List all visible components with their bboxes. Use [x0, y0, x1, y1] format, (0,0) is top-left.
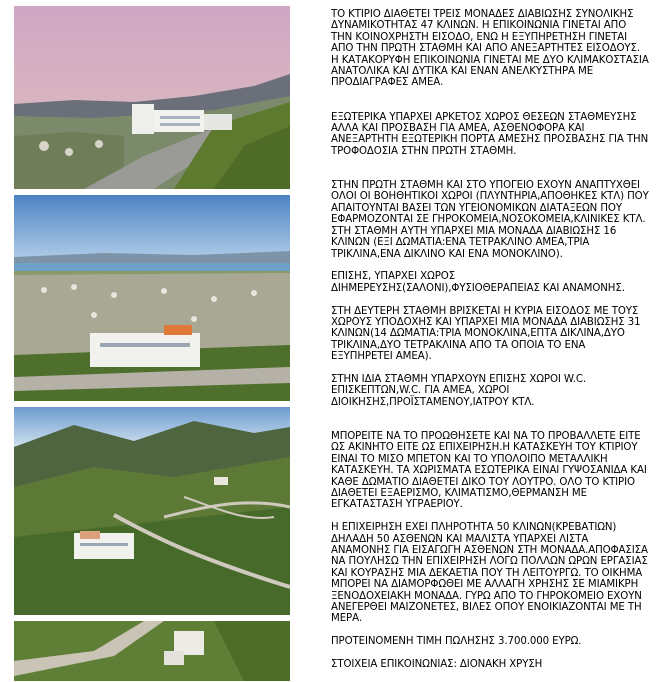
- paragraph-lounge: ΕΠΙΣΗΣ, ΥΠΑΡΧΕΙ ΧΩΡΟΣ ΔΙΗΜΕΡΕΥΣΗΣ(ΣΑΛΟΝΙ),ΦΥΣΙΟΘΕΡΑΠΕΙΑΣ ΚΑΙ ΑΝΑΜΟΝΗΣ.: [331, 271, 625, 294]
- paragraph-business: Η ΕΠΙΧΕΙΡΗΣΗ ΕΧΕΙ ΠΛΗΡΟΤΗΤΑ 50 ΚΛΙΝΩΝ(ΚΡΕΒΑΤΙΩΝ) ΔΗΛΑΔΗ 50 ΑΣΘΕΝΩΝ ΚΑΙ ΜΑΛΙΣΤΑ ΥΠΑΡΧΕΙ ΛΙΣΤΑ ΑΝΑΜΟΝΗΣ ΓΙΑ ΕΙΣΑΓΩΓΗ ΑΣΘΕΝΩΝ ΣΤΗ ΜΟΝΑΔΑ.ΑΠΟΦΑΣΙΣΑ ΝΑ ΠΟΥΛΗΣΩ ΤΗΝ ΕΠΙΧΕΙΡΗΣΗ ΛΟΓΩ ΠΟΛΛΩΝ ΩΡΩΝ ΕΡΓΑΣΙΑΣ ΚΑΙ ΚΟΥΡΑΣΗΣ ΜΙΑ ΔΕΚΑΕΤΙΑ ΠΟΥ ΤΗ ΛΕΙΤΟΥΡΓΩ. ΤΟ ΟΙΚΗΜΑ ΜΠΟΡΕΙ ΝΑ ΔΙΑΜΟΡΦΩΘΕΙ ΜΕ ΑΛΛΑΓΗ ΧΡΗΣΗΣ ΣΕ ΜΙΑΜΙΚΡΗ ΞΕΝΟΔΟΧΕΙΑΚΗ ΜΟΝΑΔΑ. ΓΥΡΩ ΑΠΟ ΤΟ ΓΗΡΟΚΟΜΕΙΟ ΕΧΟΥΝ ΑΝΕΓΕΡΘΕΙ ΜΑΙΖΟΝΕΤΕΣ, ΒΙΛΕΣ ΟΠΟΥ ΕΝΟΙΚΙΑΖΟΝΤΑΙ ΜΕ ΤΗ ΜΕΡΑ.: [331, 522, 648, 625]
- paragraph-overview: ΤΟ ΚΤΙΡΙΟ ΔΙΑΘΕΤΕΙ ΤΡΕΙΣ ΜΟΝΑΔΕΣ ΔΙΑΒΙΩΣΗΣ ΣΥΝΟΛΙΚΗΣ ΔΥΝΑΜΙΚΟΤΗΤΑΣ 47 ΚΛΙΝΩΝ. Η ΕΠΙΚΟΙΝΩΝΙΑ ΓΙΝΕΤΑΙ ΑΠΟ ΤΗΝ ΚΟΙΝΟΧΡΗΣΤΗ ΕΙΣΟΔΟ, ΕΝΩ Η ΕΞΥΠΗΡΕΤΗΣΗ ΓΙΝΕΤΑΙ ΑΠΟ ΤΗΝ ΠΡΩΤΗ ΣΤΑΘΜΗ ΚΑΙ ΑΠΟ ΑΝΕΞΑΡΤΗΤΕΣ ΕΙΣΟΔΟΥΣ. Η ΚΑΤΑΚΟΡΥΦΗ ΕΠΙΚΟΙΝΩΝΙΑ ΓΙΝΕΤΑΙ ΜΕ ΔΥΟ ΚΛΙΜΑΚΟΣΤΑΣΙΑ ΑΝΑΤΟΛΙΚΑ ΚΑΙ ΔΥΤΙΚΑ ΚΑΙ ΕΝΑΝ ΑΝΕΛΚΥΣΤΗΡΑ ΜΕ ΠΡΟΔΙΑΓΡΑΦΕΣ ΑΜΕΑ.: [331, 9, 649, 89]
- photo-rooftop-view: [14, 621, 290, 681]
- paragraph-first-level: ΣΤΗΝ ΠΡΩΤΗ ΣΤΑΘΜΗ ΚΑΙ ΣΤΟ ΥΠΟΓΕΙΟ ΕΧΟΥΝ ΑΝΑΠΤΥΧΘΕΙ ΟΛΟΙ ΟΙ ΒΟΗΘΗΤΙΚΟΙ ΧΩΡΟΙ (ΠΛΥΝΤΗΡΙΑ,ΑΠΟΘΗΚΕΣ ΚΤΛ) ΠΟΥ ΑΠΑΙΤΟΥΝΤΑΙ ΒΑΣΕΙ ΤΩΝ ΥΓΕΙΟΝΟΜΙΚΩΝ ΔΙΑΤΑΞΕΩΝ ΠΟΥ ΕΦΑΡΜΟΖΟΝΤΑΙ ΣΕ ΓΗΡΟΚΟΜΕΙΑ,ΝΟΣΟΚΟΜΕΙΑ,ΚΛΙΝΙΚΕΣ ΚΤΛ. ΣΤΗ ΣΤΑΘΜΗ ΑΥΤΗ ΥΠΑΡΧΕΙ ΜΙΑ ΜΟΝΑΔΑ ΔΙΑΒΙΩΣΗΣ 16 ΚΛΙΝΩΝ (ΕΞΙ ΔΩΜΑΤΙΑ:ΕΝΑ ΤΕΤΡΑΚΛΙΝΟ ΑΜΕΑ,ΤΡΙΑ ΤΡΙΚΛΙΝΑ,ΕΝΑ ΔΙΚΛΙΝΟ ΚΑΙ ΕΝΑ ΜΟΝΟΚΛΙΝΟ).: [331, 180, 649, 260]
- description-column: [331, 9, 649, 682]
- paragraph-exterior: ΕΞΩΤΕΡΙΚΑ ΥΠΑΡΧΕΙ ΑΡΚΕΤΟΣ ΧΩΡΟΣ ΘΕΣΕΩΝ ΣΤΑΘΜΕΥΣΗΣ ΑΛΛΑ ΚΑΙ ΠΡΟΣΒΑΣΗ ΓΙΑ ΑΜΕΑ, ΑΣΘΕΝΟΦΟΡΑ ΚΑΙ ΑΝΕΞΑΡΤΗΤΗ ΕΞΩΤΕΡΙΚΗ ΠΟΡΤΑ ΑΜΕΣΗΣ ΠΡΟΣΒΑΣΗΣ ΓΙΑ ΤΗΝ ΤΡΟΦΟΔΟΣΙΑ ΣΤΗΝ ΠΡΩΤΗ ΣΤΑΘΜΗ.: [331, 111, 649, 157]
- paragraph-price: ΠΡΟΤΕΙΝΟΜΕΝΗ ΤΙΜΗ ΠΩΛΗΣΗΣ 3.700.000 ΕΥΡΩ.: [331, 636, 582, 648]
- photo-building-dusk: [14, 6, 290, 189]
- paragraph-second-level: ΣΤΗ ΔΕΥΤΕΡΗ ΣΤΑΘΜΗ ΒΡΙΣΚΕΤΑΙ Η ΚΥΡΙΑ ΕΙΣΟΔΟΣ ΜΕ ΤΟΥΣ ΧΩΡΟΥΣ ΥΠΟΔΟΧΗΣ ΚΑΙ ΥΠΑΡΧΕΙ ΜΙΑ ΜΟΝΑΔΑ ΔΙΑΒΙΩΣΗΣ 31 ΚΛΙΝΩΝ(14 ΔΩΜΑΤΙΑ:ΤΡΙΑ ΜΟΝΟΚΛΙΝΑ,ΕΠΤΑ ΔΙΚΛΙΝΑ,ΔΥΟ ΤΡΙΚΛΙΝΑ,ΔΥΟ ΤΕΤΡΑΚΛΙΝΑ ΑΠΟ ΤΑ ΟΠΟΙΑ ΤΟ ΕΝΑ ΕΞΥΠΗΡΕΤΕΙ ΑΜΕΑ).: [331, 305, 641, 363]
- paragraph-contact: ΣΤΟΙΧΕΙΑ ΕΠΙΚΟΙΝΩΝΙΑΣ: ΔΙΟΝΑΚΗ ΧΡΥΣΗ: [331, 659, 543, 671]
- paragraph-construction: ΜΠΟΡΕΙΤΕ ΝΑ ΤΟ ΠΡΟΩΘΗΣΕΤΕ ΚΑΙ ΝΑ ΤΟ ΠΡΟΒΑΛΛΕΤΕ ΕΙΤΕ ΩΣ ΑΚΙΝΗΤΟ ΕΙΤΕ ΩΣ ΕΠΙΧΕΙΡΗΣΗ.Η ΚΑΤΑΣΚΕΥΗ ΤΟΥ ΚΤΙΡΙΟΥ ΕΙΝΑΙ ΤΟ ΜΙΣΟ ΜΠΕΤΟΝ ΚΑΙ ΤΟ ΥΠΟΛΟΙΠΟ ΜΕΤΑΛΛΙΚΗ ΚΑΤΑΣΚΕΥΗ. ΤΑ ΧΩΡΙΣΜΑΤΑ ΕΣΩΤΕΡΙΚΑ ΕΙΝΑΙ ΓΥΨΟΣΑΝΙΔΑ ΚΑΙ ΚΑΘΕ ΔΩΜΑΤΙΟ ΔΙΑΘΕΤΕΙ ΔΙΚΟ ΤΟΥ ΛΟΥΤΡΟ. ΟΛΟ ΤΟ ΚΤΙΡΙΟ ΔΙΑΘΕΤΕΙ ΕΞΑΕΡΙΣΜΟ, ΚΛΙΜΑΤΙΣΜΟ,ΘΕΡΜΑΝΣΗ ΜΕ ΕΓΚΑΤΑΣΤΑΣΗ ΥΓΡΑΕΡΙΟΥ.: [331, 430, 647, 511]
- photo-mountain-road: [14, 407, 290, 615]
- photo-aerial-sea-view: [14, 195, 290, 401]
- paragraph-facilities: ΣΤΗΝ ΙΔΙΑ ΣΤΑΘΜΗ ΥΠΑΡΧΟΥΝ ΕΠΙΣΗΣ ΧΩΡΟΙ W.C. ΕΠΙΣΚΕΠΤΩΝ,W.C. ΓΙΑ ΑΜΕΑ, ΧΩΡΟΙ ΔΙΟΙΚΗΣΗΣ,ΠΡΟΪΣΤΑΜΕΝΟΥ,ΙΑΤΡΟΥ ΚΤΛ.: [331, 373, 587, 408]
